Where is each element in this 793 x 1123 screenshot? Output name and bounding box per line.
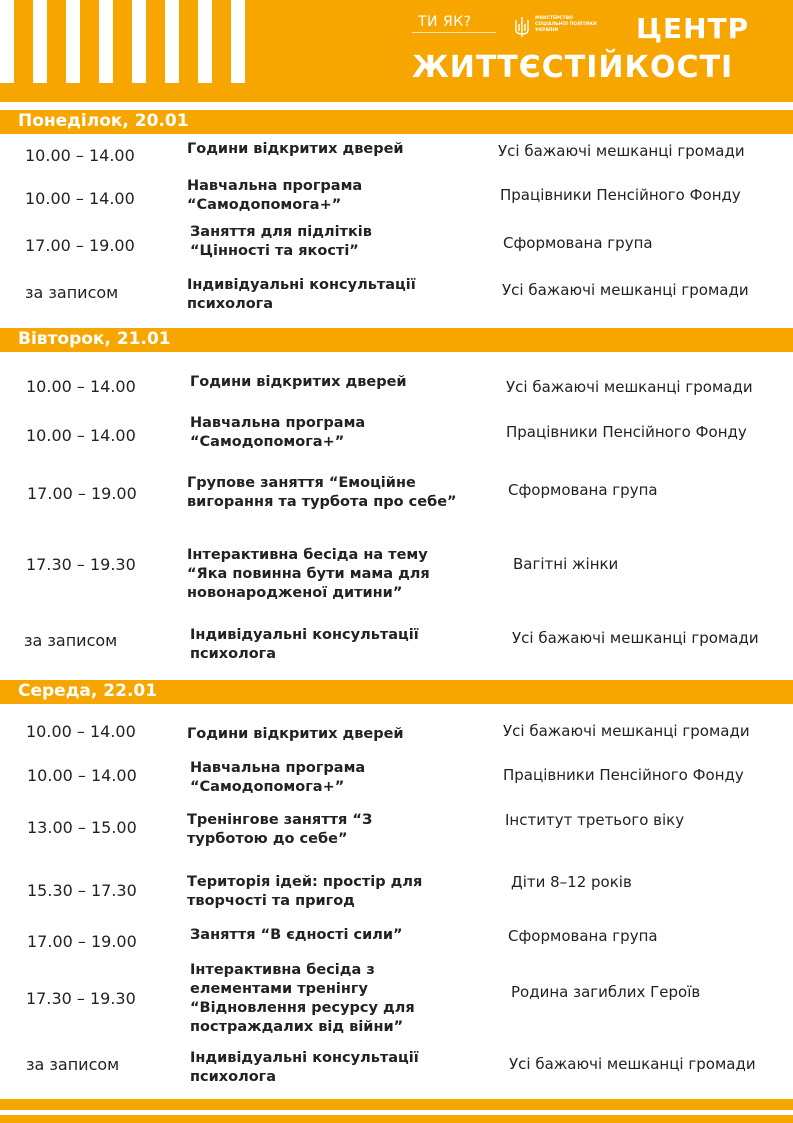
day-label: Вівторок, 21.01 — [18, 329, 171, 349]
event-title: Інтерактивна бесіда на тему “Яка повинна бути мама для новонародженої дитини” — [187, 547, 430, 601]
event-time: за записом — [26, 1055, 120, 1074]
decor-stripe — [33, 0, 47, 83]
event-time: 17.00 – 19.00 — [27, 932, 137, 951]
event-title: Групове заняття “Емоційне вигорання та турбота про себе” — [187, 475, 457, 510]
event-audience: Працівники Пенсійного Фонду — [506, 423, 747, 441]
event-audience: Усі бажаючі мешканці громади — [509, 1055, 756, 1073]
event-audience: Сформована група — [508, 481, 658, 499]
decor-stripe — [132, 0, 146, 83]
event-time: 17.00 – 19.00 — [27, 484, 137, 503]
event-audience: Працівники Пенсійного Фонду — [500, 186, 741, 204]
decor-stripe — [0, 0, 14, 83]
event-time: 17.30 – 19.30 — [26, 989, 136, 1008]
event-title: Індивідуальні консультації психолога — [190, 1050, 419, 1085]
day-header-wednesday — [0, 680, 793, 704]
event-time: 10.00 – 14.00 — [26, 377, 136, 396]
event-title: Навчальна програма “Самодопомога+” — [190, 760, 366, 795]
event-audience: Усі бажаючі мешканці громади — [503, 722, 750, 740]
event-audience: Родина загиблих Героїв — [511, 983, 701, 1001]
event-audience: Усі бажаючі мешканці громади — [506, 378, 753, 396]
event-audience: Сформована група — [508, 927, 658, 945]
event-audience: Усі бажаючі мешканці громади — [512, 629, 759, 647]
ty-yak-logo: ТИ ЯК? — [418, 14, 472, 30]
event-time: 15.30 – 17.30 — [27, 881, 137, 900]
event-audience: Діти 8–12 років — [511, 873, 632, 891]
event-time: 17.30 – 19.30 — [26, 555, 136, 574]
event-time: за записом — [25, 283, 119, 302]
event-title: Індивідуальні консультації психолога — [190, 627, 419, 662]
decor-stripe — [99, 0, 113, 83]
event-audience: Вагітні жінки — [513, 555, 619, 573]
divider — [0, 102, 793, 108]
event-title: Години відкритих дверей — [190, 374, 407, 390]
footer-stripe — [0, 1115, 793, 1123]
event-time: 10.00 – 14.00 — [25, 146, 135, 165]
event-title: Територія ідей: простір для творчості та пригод — [187, 874, 423, 909]
decor-stripe — [198, 0, 212, 83]
day-label: Середа, 22.01 — [18, 681, 158, 701]
day-header-monday — [0, 110, 793, 134]
trident-icon — [514, 16, 530, 38]
ministry-label: МІНІСТЕРСТВО СОЦІАЛЬНОЇ ПОЛІТИКИ УКРАЇНИ — [535, 16, 597, 33]
event-time: 10.00 – 14.00 — [25, 189, 135, 208]
event-time: 10.00 – 14.00 — [26, 722, 136, 741]
event-title: Навчальна програма “Самодопомога+” — [187, 178, 363, 213]
event-title: Індивідуальні консультації психолога — [187, 277, 416, 312]
center-title: ЦЕНТР — [636, 12, 750, 45]
event-audience: Усі бажаючі мешканці громади — [502, 281, 749, 299]
event-title: Тренінгове заняття “З турботою до себе” — [187, 812, 373, 847]
event-title: Заняття “В єдності сили” — [190, 927, 403, 943]
event-time: 10.00 – 14.00 — [27, 766, 137, 785]
footer-stripe — [0, 1099, 793, 1110]
event-title: Навчальна програма “Самодопомога+” — [190, 415, 366, 450]
event-audience: Сформована група — [503, 234, 653, 252]
logo-underline — [412, 32, 496, 36]
event-audience: Інститут третього віку — [505, 811, 685, 829]
event-title: Заняття для підлітків “Цінності та якості” — [190, 224, 372, 259]
day-header-tuesday — [0, 328, 793, 352]
event-time: за записом — [24, 631, 118, 650]
decor-stripe — [66, 0, 80, 83]
center-subtitle: ЖИТТЄСТІЙКОСТІ — [412, 50, 734, 85]
event-time: 10.00 – 14.00 — [26, 426, 136, 445]
decor-stripe — [165, 0, 179, 83]
event-title: Інтерактивна бесіда з елементами тренінгу “Відновлення ресурсу для постраждалих від війни” — [190, 962, 415, 1035]
event-title: Години відкритих дверей — [187, 141, 404, 157]
event-time: 13.00 – 15.00 — [27, 818, 137, 837]
event-audience: Усі бажаючі мешканці громади — [498, 142, 745, 160]
day-label: Понеділок, 20.01 — [18, 111, 189, 131]
decor-stripe — [231, 0, 245, 83]
event-audience: Працівники Пенсійного Фонду — [503, 766, 744, 784]
event-time: 17.00 – 19.00 — [25, 236, 135, 255]
event-title: Години відкритих дверей — [187, 726, 404, 742]
header-banner — [0, 0, 793, 102]
